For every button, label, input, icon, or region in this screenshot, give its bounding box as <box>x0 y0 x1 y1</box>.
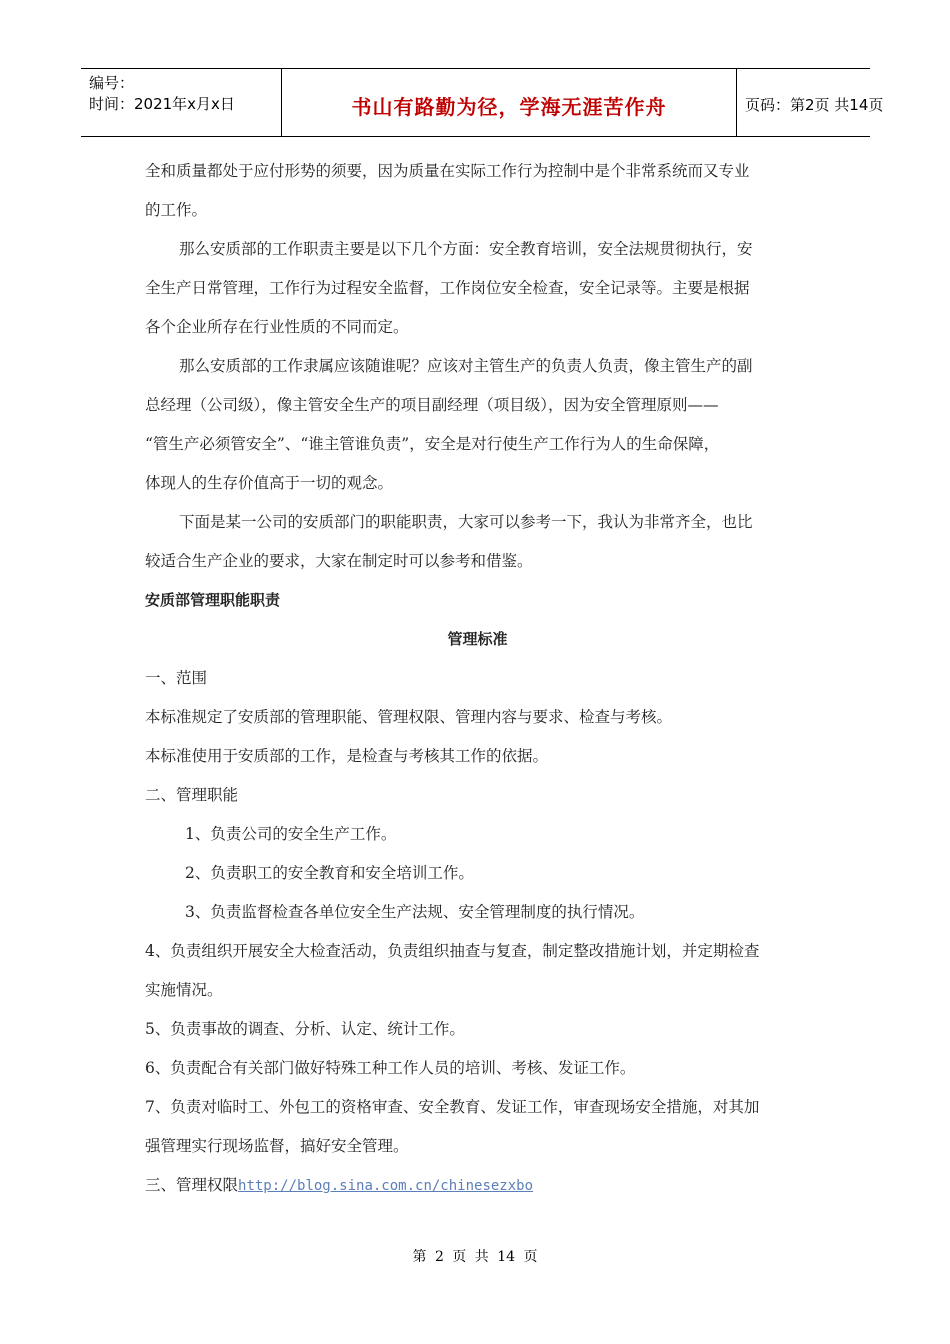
paragraph-line: “管生产必须管安全”、“谁主管谁负责”，安全是对行使生产工作行为人的生命保障， <box>145 435 720 453</box>
section-heading: 三、管理权限 <box>145 1176 239 1194</box>
list-item-line: 4、负责组织开展安全大检查活动，负责组织抽查与复查，制定整改措施计划，并定期检查 <box>145 942 760 960</box>
paragraph <box>145 347 810 503</box>
paragraph <box>145 152 810 230</box>
scope-text: 本标准规定了安质部的管理职能、管理权限、管理内容与要求、检查与考核。 <box>145 708 673 726</box>
motto-text: 书山有路勤为径，学海无涯苦作舟 <box>351 95 667 119</box>
paragraph-line: 较适合生产企业的要求，大家在制定时可以参考和借鉴。 <box>145 552 533 570</box>
paragraph <box>145 230 810 347</box>
section-title: 安质部管理职能职责 <box>145 591 281 609</box>
paragraph-line: 体现人的生存价值高于一切的观念。 <box>145 474 394 492</box>
paragraph <box>145 503 810 581</box>
section-heading-with-link <box>145 1166 810 1206</box>
document-time-label: 时间：2021年x月x日 <box>89 95 235 113</box>
list-item-line: 强管理实行现场监督，搞好安全管理。 <box>145 1137 409 1155</box>
paragraph-line: 的工作。 <box>145 201 208 219</box>
page-header <box>81 68 884 137</box>
document-body <box>145 152 810 1206</box>
list-item: 6、负责配合有关部门做好特殊工种工作人员的培训、考核、发证工作。 <box>145 1059 636 1077</box>
list-item <box>145 932 810 1010</box>
page-number-info: 页码：第2页 共14页 <box>745 96 884 114</box>
paragraph-line: 全和质量都处于应付形势的须要，因为质量在实际工作行为控制中是个非常系统而又专业 <box>145 162 750 180</box>
list-item-line: 7、负责对临时工、外包工的资格审查、安全教育、发证工作，审查现场安全措施，对其加 <box>145 1098 760 1116</box>
section-heading: 二、管理职能 <box>145 786 239 804</box>
list-item: 1、负责公司的安全生产工作。 <box>185 825 397 843</box>
list-item: 3、负责监督检查各单位安全生产法规、安全管理制度的执行情况。 <box>185 903 645 921</box>
list-item: 5、负责事故的调查、分析、认定、统计工作。 <box>145 1020 465 1038</box>
page-footer: 第 2 页 共 14 页 <box>412 1249 538 1265</box>
paragraph-line: 总经理（公司级），像主管安全生产的项目副经理（项目级），因为安全管理原则—— <box>145 396 719 414</box>
header-meta-cell <box>81 69 281 136</box>
paragraph-line: 那么安质部的工作职责主要是以下几个方面：安全教育培训，安全法规贯彻执行，安 <box>179 240 753 258</box>
list-item: 2、负责职工的安全教育和安全培训工作。 <box>185 864 474 882</box>
blog-link[interactable]: http://blog.sina.com.cn/chinesezxbo <box>238 1178 534 1194</box>
header-page-cell <box>736 69 884 136</box>
paragraph-line: 各个企业所存在行业性质的不同而定。 <box>145 318 409 336</box>
paragraph-line: 下面是某一公司的安质部门的职能职责，大家可以参考一下，我认为非常齐全，也比 <box>179 513 753 531</box>
center-title: 管理标准 <box>447 630 508 648</box>
list-item-line: 实施情况。 <box>145 981 223 999</box>
paragraph-line: 全生产日常管理，工作行为过程安全监督，工作岗位安全检查，安全记录等。主要是根据 <box>145 279 750 297</box>
paragraph-line: 那么安质部的工作隶属应该随谁呢？应该对主管生产的负责人负责，像主管生产的副 <box>179 357 753 375</box>
scope-text: 本标准使用于安质部的工作，是检查与考核其工作的依据。 <box>145 747 549 765</box>
list-item <box>145 1088 810 1166</box>
document-number-label: 编号： <box>89 74 135 92</box>
section-heading: 一、范围 <box>145 669 208 687</box>
header-motto-cell <box>281 69 737 136</box>
